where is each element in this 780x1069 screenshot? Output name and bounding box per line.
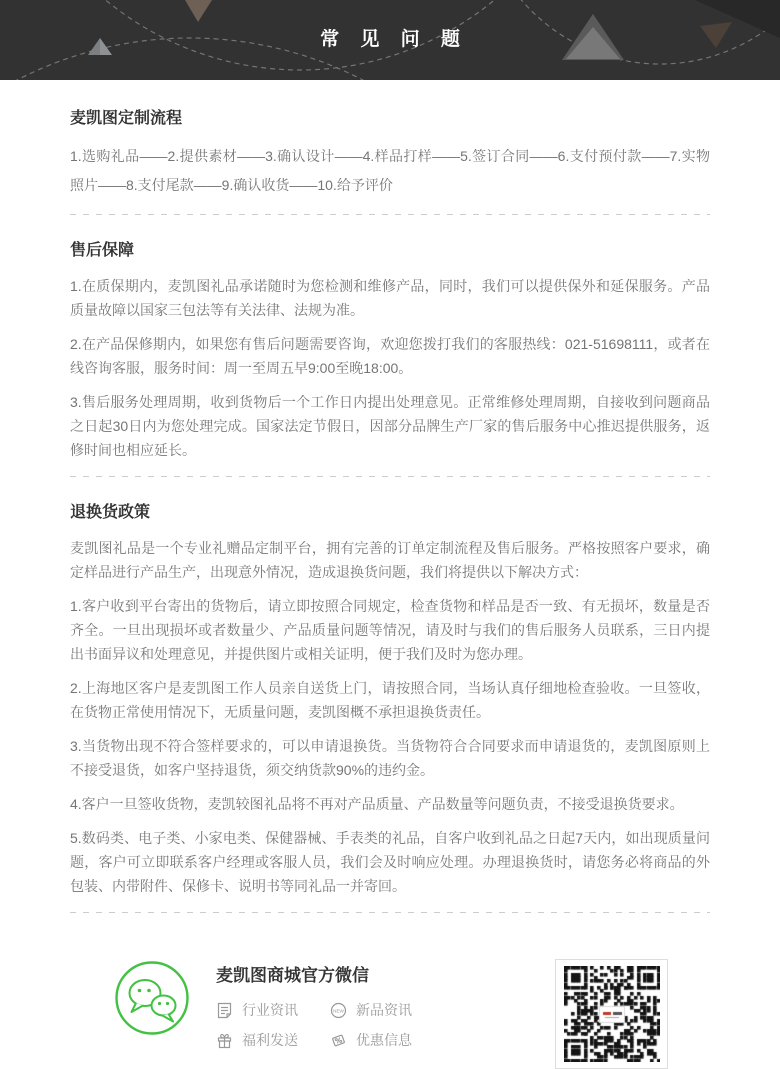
paragraph: 2.上海地区客户是麦凯图工作人员亲自送货上门，请按照合同，当场认真仔细地检查验收。一旦签收，在货物正常使用情况下，无质量问题，麦凯图概不承担退换货责任。 xyxy=(70,680,710,720)
footer-item-label: 新品资讯 xyxy=(356,1002,412,1018)
paragraph: 1.在质保期内，麦凯图礼品承诺随时为您检测和维修产品，同时，我们可以提供保外和延保服务。产品质量故障以国家三包法等有关法律、法规为准。 xyxy=(70,278,710,318)
gift-icon xyxy=(216,1032,233,1049)
paragraph: 5.数码类、电子类、小家电类、保健器械、手表类的礼品，自客户收到礼品之日起7天内，如出现质量问题，客户可立即联系客户经理或客服人员，我们会及时响应处理。办理退换货时，请您务必将商品的外包装、内带附件、保修卡、说明书等同礼品一并寄回。 xyxy=(70,830,710,894)
wechat-account-title: 麦凯图商城官方微信 xyxy=(216,966,369,985)
dashed-divider xyxy=(70,912,710,913)
section-title: 退换货政策 xyxy=(70,504,151,521)
section-custom-process xyxy=(70,105,710,200)
footer-item-industry-news xyxy=(216,1000,298,1020)
footer-item-discounts xyxy=(330,1030,412,1050)
new-badge-icon xyxy=(330,1002,347,1019)
svg-text:NEW: NEW xyxy=(333,1008,344,1014)
paragraph: 2.在产品保修期内，如果您有售后问题需要咨询，欢迎您拨打我们的客服热线：021-51698111，或者在线咨询客服，服务时间：周一至周五早9:00至晚18:00。 xyxy=(70,336,710,376)
paragraph: 麦凯图礼品是一个专业礼赠品定制平台，拥有完善的订单定制流程及售后服务。严格按照客户要求，确定样品进行产品生产，出现意外情况，造成退换货问题，我们将提供以下解决方式： xyxy=(70,540,710,580)
footer-item-label: 福利发送 xyxy=(242,1032,298,1048)
section-return-policy xyxy=(70,499,710,898)
page-title: 常 见 问 题 xyxy=(320,29,468,50)
wechat-footer xyxy=(70,935,710,1069)
section-title: 麦凯图定制流程 xyxy=(70,110,183,127)
footer-item-label: 优惠信息 xyxy=(356,1032,412,1048)
dashed-divider xyxy=(70,476,710,477)
paragraph: 3.售后服务处理周期，收到货物后一个工作日内提出处理意见。正常维修处理周期，自接收到问题商品之日起30日内为您处理完成。国家法定节假日，因部分品牌生产厂家的售后服务中心推迟提供服务，返修时间也相应延长。 xyxy=(70,394,710,458)
footer-items xyxy=(216,1000,412,1050)
footer-item-benefits xyxy=(216,1030,298,1050)
process-steps: 1.选购礼品——2.提供素材——3.确认设计——4.样品打样——5.签订合同——6.支付预付款——7.实物照片——8.支付尾款——9.确认收货——10.给予评价 xyxy=(70,148,710,193)
dashed-divider xyxy=(70,214,710,215)
coupon-icon xyxy=(330,1032,347,1049)
wechat-info xyxy=(216,959,412,1050)
page-header xyxy=(0,0,780,80)
wechat-icon xyxy=(113,959,191,1037)
paragraph: 1.客户收到平台寄出的货物后，请立即按照合同规定，检查货物和样品是否一致、有无损坏，数量是否齐全。一旦出现损坏或者数量少、产品质量问题等情况，请及时与我们的售后服务人员联系，三日内提出书面异议和处理意见，并提供图片或相关证明，便于我们及时为您办理。 xyxy=(70,598,710,662)
qr-code xyxy=(555,959,668,1069)
paragraph: 4.客户一旦签收货物，麦凯较图礼品将不再对产品质量、产品数量等问题负责，不接受退换货要求。 xyxy=(70,796,684,812)
section-after-sales xyxy=(70,237,710,462)
section-title: 售后保障 xyxy=(70,242,135,259)
paragraph: 3.当货物出现不符合签样要求的，可以申请退换货。当货物符合合同要求而申请退货的，麦凯图原则上不接受退货，如客户坚持退货，须交纳货款90%的违约金。 xyxy=(70,738,710,778)
footer-item-new-products xyxy=(330,1000,412,1020)
content xyxy=(0,80,780,1069)
document-icon xyxy=(216,1002,233,1019)
footer-item-label: 行业资讯 xyxy=(242,1002,298,1018)
